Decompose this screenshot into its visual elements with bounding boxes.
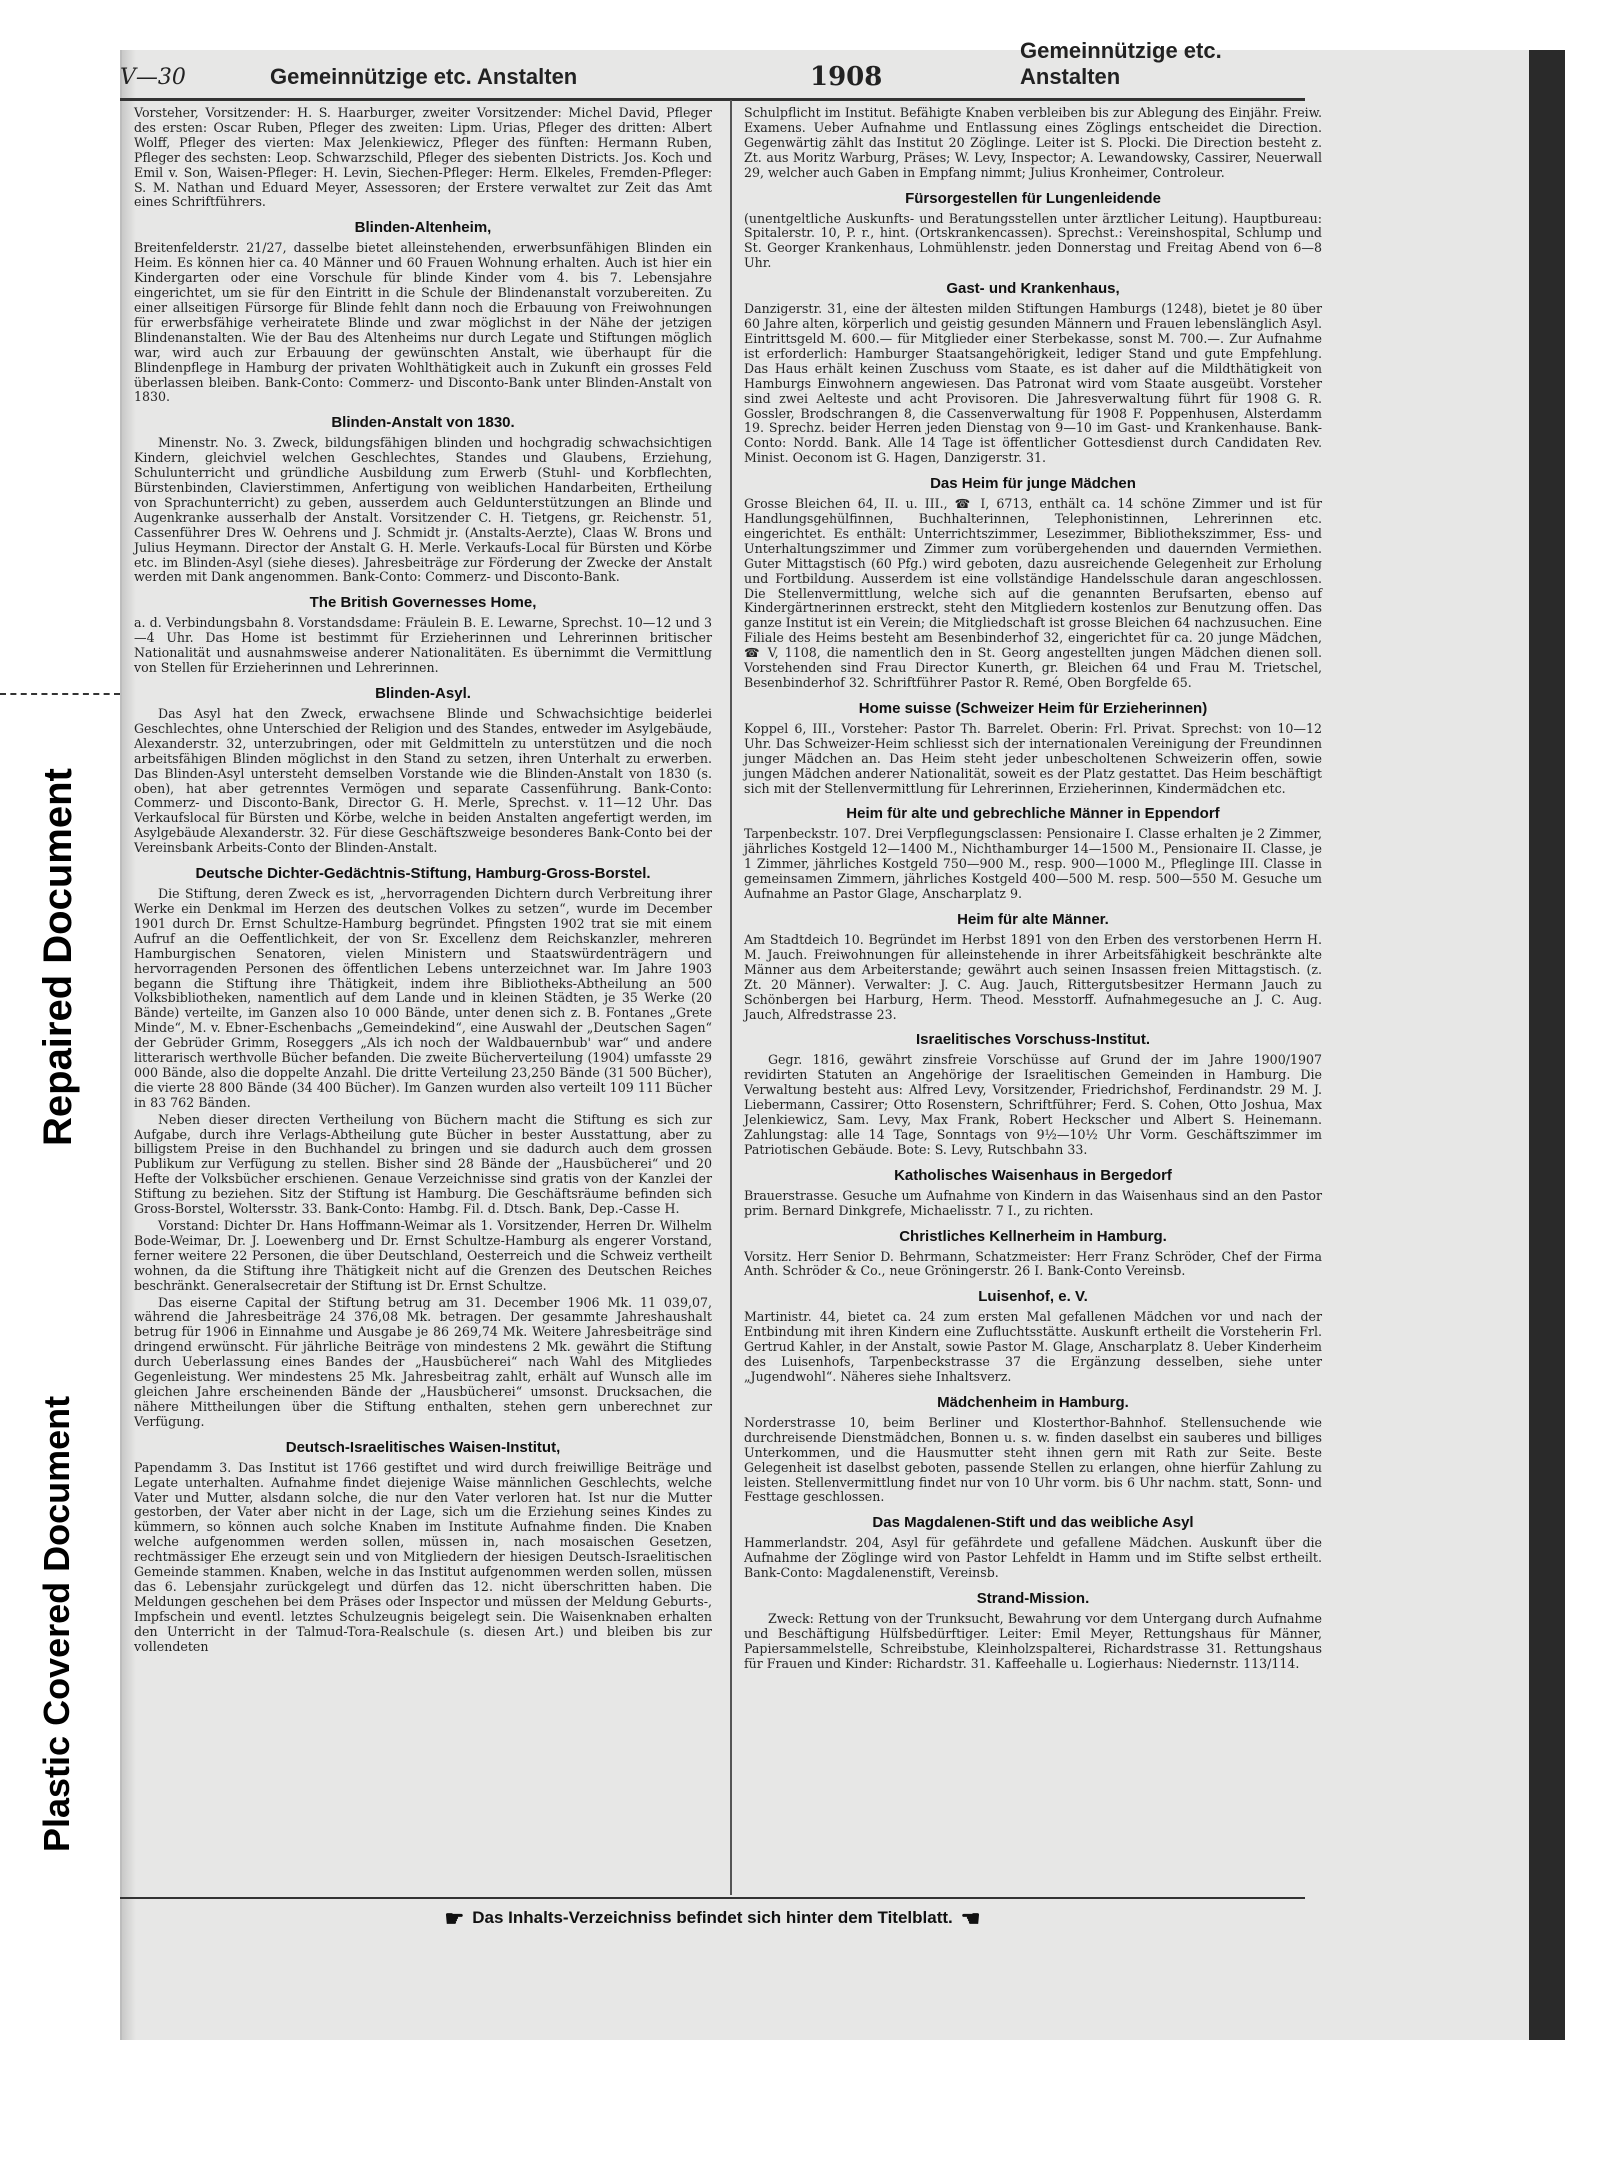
section-paragraph: (unentgeltliche Auskunfts- und Beratungsstellen unter ärztlicher Leitung). Hauptbureau: Spitalerstr. 10, P. r., hint. (Ortskrankencassen). Sprechst.: Vereinshospital, Schlump und St. Georger Krankenhaus, Lohmühlenstr. jeden Donnerstag und Freitag Abend von 6—8 Uhr. bbox=[744, 210, 1322, 271]
section-paragraph: Danzigerstr. 31, eine der ältesten milden Stiftungen Hamburgs (1248), bietet je 80 über 60 Jahre alten, körperlich und geistig gesunden Männern und Frauen lebenslänglich Asyl. Eintrittsgeld M. 600.— für Mitglieder einer Sterbekasse, sonst M. 700.—. Zur Aufnahme ist erforderlich: Hamburger Staatsangehörigkeit, lediger Stand und gute Empfehlung. Das Haus erhält keinen Zuschuss vom Staate, es ist daher auf die Mildthätigkeit von Hamburgs Einwohnern angewiesen. Das Patronat wird vom Staate ausgeübt. Vorsteher sind zwei Aelteste und acht Provisoren. Die Jahresverwaltung führt für 1908 G. R. Gossler, Brodschrangen 8, die Cassenverwaltung für 1908 F. Poppenhusen, Alsterdamm 19. Sprechz. beider Herren jeden Dienstag von 9—10 im Gast- und Krankenhause. Bank-Conto: Nordd. Bank. Alle 14 Tage ist öffentlicher Gottesdienst durch Candidaten Rev. Minist. Oeconom ist G. Hagen, Danzigerstr. 31. bbox=[744, 301, 1322, 466]
section-paragraph: Neben dieser directen Vertheilung von Büchern macht die Stiftung es sich zur Aufgabe, durch ihre Verlags-Abtheilung gute Bücher in bester Ausstattung, aber zu billigstem Preise in den Buchhandel zu bringen und sie dadurch auch dem grossen Publikum zur Verfügung zu stellen. Bisher sind 28 Bände der „Hausbücherei“ und 20 Hefte der Volksbücher erschienen. Genaue Verzeichnisse sind gratis von der Kanzlei der Stiftung zu beziehen. Sitz der Stiftung ist Hamburg. Die Geschäftsräume befinden sich Gross-Borstel, Woltersstr. 33. Bank-Conto: Hambg. Fil. d. Dtsch. Bank, Dep.-Casse H. bbox=[134, 1111, 712, 1217]
footer-note bbox=[120, 1906, 1305, 1932]
page-number: V—30 bbox=[120, 65, 186, 90]
bottom-rule bbox=[120, 1897, 1305, 1899]
section-heading: Blinden-Anstalt von 1830. bbox=[331, 414, 515, 432]
section-paragraph: Am Stadtdeich 10. Begründet im Herbst 1891 von den Erben des verstorbenen Herrn H. M. Jauch. Freiwohnungen für alleinstehende in ihrer Arbeitsfähigkeit beschränkte alte Männer aus dem Arbeiterstande; gewährt auch seinen Insassen freien Mittagstisch. (z. Zt. 20 Männer). Verwalter: J. C. Aug. Jauch, Rittergutsbesitzer Hermann Jauch zu Schönbergen bei Harburg, Herm. Theod. Messtorff. Aufnahmegesuche an J. C. Aug. Jauch, Alfredstrasse 23. bbox=[744, 931, 1322, 1022]
section-heading: Deutsche Dichter-Gedächtnis-Stiftung, Hamburg-Gross-Borstel. bbox=[195, 865, 651, 883]
running-header bbox=[120, 38, 1305, 94]
section-paragraph: Hammerlandstr. 204, Asyl für gefährdete und gefallene Mädchen. Auskunft über die Aufnahme der Zöglinge wird von Pastor Lehfeldt in Hamm und im Stifte selbst ertheilt. Bank-Conto: Magdalenenstift, Vereinsb. bbox=[744, 1535, 1322, 1581]
section-paragraph: Minenstr. No. 3. Zweck, bildungsfähigen blinden und hochgradig schwachsichtigen Kindern, gleichviel welchen Geschlechtes, Standes und Glaubens, Erziehung, Schulunterricht und gründliche Ausbildung zum Erwerb (Stuhl- und Korbflechten, Bürstenbinden, Clavierstimmen, Anfertigung von weiblichen Handarbeiten, Ertheilung von Sprachunterricht) zu geben, ausserdem auch Geldunterstützungen an Blinde und Augenkranke ausserhalb der Anstalt. Vorsitzender C. H. Tietgens, gr. Reichenstr. 51, Cassenführer Dres W. Oehrens und J. Schmidt jr. (Anstalts-Aerzte), Claas W. Brons und Julius Heymann. Director der Anstalt G. H. Merle. Verkaufs-Local für Bürsten und Körbe etc. im Blinden-Asyl (siehe dieses). Jahresbeiträge zur Förderung der Zwecke der Anstalt werden mit Dank angenommen. Bank-Conto: Commerz- und Disconto-Bank. bbox=[134, 435, 712, 585]
header-year: 1908 bbox=[810, 62, 883, 92]
section-paragraph: Vorstand: Dichter Dr. Hans Hoffmann-Weimar als 1. Vorsitzender, Herren Dr. Wilhelm Bode-Weimar, Dr. J. Loewenberg und Dr. Ernst Schultze-Hamburg als engerer Vorstand, ferner weitere 22 Personen, die über Deutschland, Oesterreich und die Schweiz vertheilt wohnen, da die Stiftung ihre Thätigkeit nicht auf die Grenzen des Deutschen Reiches beschränkt. Generalsecretair der Stiftung ist Dr. Ernst Schultze. bbox=[134, 1218, 712, 1293]
section-heading: Heim für alte Männer. bbox=[957, 910, 1109, 928]
header-right-title: Gemeinnützige etc. Anstalten bbox=[1020, 38, 1222, 89]
section-paragraph: Grosse Bleichen 64, II. u. III., ☎ I, 6713, enthält ca. 14 schöne Zimmer und ist für Handlungsgehülfinnen, Buchhalterinnen, Telephonistinnen, Lehrerinnen etc. eingerichtet. Es enthält: Unterrichtszimmer, Lesezimmer, Bibliothekszimmer, Ess- und Unterhaltungszimmer und Zimmer zum vorübergehenden und dauernden Vermiethen. Guter Mittagstisch (60 Pfg.) wird geboten, dazu ausreichende Gelegenheit zur Erholung und Fortbildung. Ausserdem ist eine vollständige Handelsschule daran angeschlossen. Die Stellenvermittlung, welche sich auf die genannten Berufsarten, ebenso auf Kindergärtnerinnen erstreckt, steht den Mitgliedern kostenlos zur Benutzung offen. Das ganze Institut ist ein Verein; die Mitgliedschaft ist grosse Bleichen 64 nachzusuchen. Eine Filiale des Heims besteht am Besenbinderhof 32, eingerichtet für ca. 20 junge Mädchen, ☎ V, 1108, die namentlich den in St. Georg angestellten jungen Mädchen dienen soll. Vorstehenden sind Frau Director Kunerth, gr. Bleichen 64 und Frau M. Trietschel, Besenbinderhof 32. Schriftführer Pastor R. Remé, Oben Borgfelde 65. bbox=[744, 496, 1322, 690]
section-paragraph: Norderstrasse 10, beim Berliner und Klosterthor-Bahnhof. Stellensuchende wie durchreisende Dienstmädchen, Bonnen u. s. w. finden daselbst ein sauberes und billiges Unterkommen, und die Hausmutter steht ihnen gern mit Rath zur Seite. Beste Gelegenheit ist daselbst geboten, passende Stellen zu erlangen, ohne hierfür Zahlung zu leisten. Stellenvermittlung findet nur von 10 Uhr vorm. bis 6 Uhr nachm. statt, Sonn- und Festtage geschlossen. bbox=[744, 1414, 1322, 1505]
section-paragraph: Vorsitz. Herr Senior D. Behrmann, Schatzmeister: Herr Franz Schröder, Chef der Firma Anth. Schröder & Co., neue Gröningerstr. 26 I. Bank-Conto Vereinsb. bbox=[744, 1248, 1322, 1279]
pointing-hand-right-icon: ☛ bbox=[444, 1906, 465, 1931]
margin-dash-line bbox=[0, 693, 120, 695]
page-dark-edge bbox=[1529, 50, 1565, 2040]
section-heading: Christliches Kellnerheim in Hamburg. bbox=[899, 1227, 1167, 1245]
plastic-covered-label: Plastic Covered Document bbox=[36, 1395, 77, 1852]
section-heading: Luisenhof, e. V. bbox=[978, 1288, 1088, 1306]
section-heading: Mädchenheim in Hamburg. bbox=[937, 1393, 1129, 1411]
section-paragraph: Schulpflicht im Institut. Befähigte Knaben verbleiben bis zur Ablegung des Einjähr. Freiw. Examens. Ueber Aufnahme und Entlassung eines Zöglings entscheidet die Direction. Gegenwärtig zählt das Institut 20 Zöglinge. Leiter ist S. Plocki. Die Direction besteht z. Zt. aus Moritz Warburg, Präses; W. Levy, Inspector; A. Lewandowsky, Cassirer, Neuerwall 29, welcher auch Gaben in Empfang nimmt; Julius Kronheimer, Controleur. bbox=[744, 105, 1322, 180]
section-heading: Deutsch-Israelitisches Waisen-Institut, bbox=[285, 1438, 561, 1456]
section-heading: Katholisches Waisenhaus in Bergedorf bbox=[894, 1166, 1172, 1184]
section-heading: Strand-Mission. bbox=[976, 1590, 1090, 1608]
section-heading: Das Heim für junge Mädchen bbox=[930, 475, 1136, 493]
left-column bbox=[134, 106, 712, 1656]
section-paragraph: Koppel 6, III., Vorsteher: Pastor Th. Barrelet. Oberin: Frl. Privat. Sprechst: von 10—12 Uhr. Das Schweizer-Heim schliesst sich der internationalen Vereinigung der Freundinnen junger Mädchen an. Das Heim steht jeder unbescholtenen Schweizerin offen, sowie jungen Mädchen anderer Nationalität, soweit es der Platz gestattet. Das Heim beschäftigt sich mit der Stellenvermittlung für Lehrerinnen, Erzieherinnen, Kindermädchen etc. bbox=[744, 720, 1322, 796]
section-paragraph: Vorsteher, Vorsitzender: H. S. Haarburger, zweiter Vorsitzender: Michel David, Pfleger des ersten: Oscar Ruben, Pfleger des zweiten: Lipm. Urias, Pfleger des dritten: Albert Wolff, Pfleger des vierten: Max Jelenkiewicz, Pfleger des fünften: Hermann Ruben, Pfleger des sechsten: Leop. Schwarzschild, Pfleger des siebenten Districts. Jos. Koch und Emil v. Son, Waisen-Pfleger: H. Levin, Siechen-Pfleger: Herm. Elkeles, Fremden-Pfleger: S. M. Nathan und Eduard Meyer, Assessoren; der Erstere verwaltet zur Zeit das Amt eines Schriftführers. bbox=[134, 105, 712, 210]
header-left-title: Gemeinnützige etc. Anstalten bbox=[270, 64, 578, 89]
section-heading: Das Magdalenen-Stift und das weibliche Asyl bbox=[872, 1514, 1194, 1532]
section-paragraph: Tarpenbeckstr. 107. Drei Verpflegungsclassen: Pensionaire I. Classe erhalten je 2 Zimmer, jährliches Kostgeld 12—1400 M., Nichthamburger 14—1500 M., Pensionaire II. Classe, je 1 Zimmer, jährliches Kostgeld 750—900 M., resp. 900—1000 M., Pfleglinge III. Classe in gemeinsamen Zimmern, jährliches Kostgeld 400—500 M. resp. 500—550 M. Gesuche um Aufnahme an Pastor Glage, Anscharplatz 9. bbox=[744, 826, 1322, 902]
repaired-document-label: Repaired Document bbox=[36, 768, 80, 1146]
section-paragraph: Brauerstrasse. Gesuche um Aufnahme von Kindern in das Waisenhaus sind an den Pastor prim. Bernard Dinkgrefe, Michaelisstr. 7 I., zu richten. bbox=[744, 1187, 1322, 1218]
section-heading: Fürsorgestellen für Lungenleidende bbox=[905, 189, 1161, 207]
section-paragraph: Das Asyl hat den Zweck, erwachsene Blinde und Schwachsichtige beiderlei Geschlechtes, ohne Unterschied der Religion und des Standes, entweder im Asylgebäude, Alexanderstr. 32, unterzubringen, oder mit Geldmitteln zu unterstützen und die noch arbeitsfähigen Blinden möglichst in den Stand zu setzen, ihren Unterhalt zu erwerben. Das Blinden-Asyl untersteht demselben Vorstande wie die Blinden-Anstalt von 1830 (s. oben), hat aber getrenntes Vermögen und separate Cassenführung. Bank-Conto: Commerz- und Disconto-Bank, Director G. H. Merle, Sprechst. v. 11—12 Uhr. Das Verkaufslocal für Bürsten und Körbe, welche in beiden Anstalten angefertigt werden, im Asylgebäude Alexanderstr. 32. Für diese Geschäftszweige besonderes Bank-Conto bei der Vereinsbank Arbeits-Conto der Blinden-Anstalt. bbox=[134, 706, 712, 856]
right-column bbox=[744, 106, 1322, 1674]
header-rule bbox=[120, 98, 1305, 101]
section-paragraph: Das eiserne Capital der Stiftung betrug am 31. December 1906 Mk. 11 039,07, während die Jahresbeiträge 24 376,08 Mk. betragen. Der gesammte Jahreshaushalt betrug für 1906 in Einnahme und Ausgabe je 86 269,74 Mk. Weitere Jahresbeiträge sind dringend erwünscht. Für jährliche Beiträge von mindestens 2 Mk. gewährt die Stiftung durch Ueberlassung eines Bandes der „Hausbücherei“ nach Wahl des Mitgliedes Gegenleistung. Wer mindestens 25 Mk. Jahresbeitrag zahlt, erhält auf Wunsch alle im gleichen Jahre erscheinenden Bände der „Hausbücherei“ umsonst. Drucksachen, die nähere Mittheilungen über die Stiftung enthalten, stehen gern unberechnet zur Verfügung. bbox=[134, 1294, 712, 1429]
section-heading: Heim für alte und gebrechliche Männer in Eppendorf bbox=[846, 805, 1220, 823]
section-paragraph: Gegr. 1816, gewährt zinsfreie Vorschüsse auf Grund der im Jahre 1900/1907 revidirten Statuten an Angehörige der Israelitischen Gemeinden in Hamburg. Die Verwaltung besteht aus: Alfred Levy, Vorsitzender, Friedrichshof, Ferdinandstr. 29 M. J. Liebermann, Cassirer; Otto Rosenstern, Schriftführer; Ferd. S. Cohen, Otto Joshua, Max Jelenkiewicz, Sam. Levy, Max Frank, Robert Heckscher und Albert S. Heinemann. Zahlungstag: alle 14 Tage, Sonntags von 9½—10½ Uhr Vorm. Geschäftszimmer im Patriotischen Gebäude. Bote: S. Levy, Rutschbahn 33. bbox=[744, 1052, 1322, 1157]
pointing-hand-left-icon: ☚ bbox=[960, 1906, 981, 1931]
section-heading: Home suisse (Schweizer Heim für Erzieherinnen) bbox=[858, 699, 1208, 717]
section-paragraph: Martinistr. 44, bietet ca. 24 zum ersten Mal gefallenen Mädchen vor und nach der Entbindung mit ihren Kindern eine Zufluchtsstätte. Auskunft ertheilt die Vorsteherin Frl. Gertrud Kahler, in der Anstalt, sowie Pastor M. Glage, Anscharplatz 8. Ueber Kinderheim des Luisenhofs, Tarpenbeckstrasse 37 die Ergänzung desselben, siehe unter „Jugendwohl“. Näheres siehe Inhaltsverz. bbox=[744, 1309, 1322, 1384]
section-heading: Blinden-Altenheim, bbox=[354, 219, 492, 237]
section-paragraph: a. d. Verbindungsbahn 8. Vorstandsdame: Fräulein B. E. Lewarne, Sprechst. 10—12 und 3—4 Uhr. Das Home ist bestimmt für Erzieherinnen und Lehrerinnen britischer Nationalität und ausnahmsweise anderer Nationalitäten. Es übernimmt die Vermittlung von Stellen für Erzieherinnen und Lehrerinnen. bbox=[134, 615, 712, 676]
section-paragraph: Breitenfelderstr. 21/27, dasselbe bietet alleinstehenden, erwerbsunfähigen Blinden ein Heim. Es können hier ca. 40 Männer und 60 Frauen Wohnung erhalten. Auch ist hier ein Kindergarten oder eine Vorschule für blinde Kinder vom 4. bis 7. Lebensjahre eingerichtet, um sie für den Eintritt in die Schule der Blindenanstalt vorzubereiten. Zu einer allseitigen Fürsorge für Blinde fehlt dann noch die Erbauung von Freiwohnungen für erwerbsfähige verheiratete Blinde und zwar möglichst in der Nähe der jetzigen Blindenanstalten. Wie der Bau des Altenheims nur durch Legate und Stiftungen möglich war, wird auch zur Erbauung der gewünschten Anstalt, wie überhaupt für die Blindenpflege in Hamburg der privaten Wohlthätigkeit auch in Zukunft ein grosses Feld überlassen bleiben. Bank-Conto: Commerz- und Disconto-Bank unter Blinden-Anstalt von 1830. bbox=[134, 240, 712, 405]
footer-text: Das Inhalts-Verzeichniss befindet sich hinter dem Titelblatt. bbox=[472, 1908, 953, 1927]
section-paragraph: Papendamm 3. Das Institut ist 1766 gestiftet und wird durch freiwillige Beiträge und Legate unterhalten. Aufnahme findet diejenige Waise männlichen Geschlechts, welche Vater und Mutter, alsdann solche, die nur den Vater verloren hat. Ist nur die Mutter gestorben, der Vater aber nicht in der Lage, sich um die Erziehung seines Kindes zu kümmern, so können auch solche Knaben im Institute Aufnahme finden. Die Knaben welche aufgenommen werden sollen, müssen in, nach mosaischen Gesetzen, rechtmässiger Ehe erzeugt sein und von Mitgliedern der hiesigen Deutsch-Israelitischen Gemeinde stammen. Knaben, welche in das Institut aufgenommen werden sollen, müssen das 6. Lebensjahr zurückgelegt und dürfen das 12. nicht überschritten haben. Die Meldungen geschehen bei dem Präses oder Inspector und müssen der Meldung Geburts-, Impfschein und eventl. letztes Schulzeugnis beigelegt sein. Die Waisenknaben erhalten den Unterricht in der Talmud-Tora-Realschule (s. diesen Art.) und bleiben bis zur vollendeten bbox=[134, 1459, 712, 1654]
column-divider bbox=[730, 100, 732, 1895]
section-heading: Israelitisches Vorschuss-Institut. bbox=[916, 1031, 1150, 1049]
section-paragraph: Die Stiftung, deren Zweck es ist, „hervorragenden Dichtern durch Verbreitung ihrer Werke ein Denkmal im Herzen des deutschen Volkes zu setzen“, wurde im December 1901 durch Dr. Ernst Schultze-Hamburg begründet. Pfingsten 1902 trat sie mit einem Aufruf an die Oeffentlichkeit, der von Sr. Excellenz dem Reichskanzler, mehreren Hamburgischen Senatoren, vielen Ministern und Staatswürdenträgern und hervorragenden Personen des öffentlichen Lebens unterzeichnet war. Im Jahre 1903 begann die Stiftung ihre Thätigkeit, indem ihre Bibliotheks-Abtheilung an 500 Volksbibliotheken, namentlich auf dem Lande und in kleinen Städten, je 35 Werke (20 Bände) verteilte, im Ganzen also 10 000 Bände, unter denen sich z. B. Fontanes „Grete Minde“, M. v. Ebner-Eschenbachs „Gemeindekind“, eine Auswahl der „Deutschen Sagen“ der Gebrüder Grimm, Roseggers „Als ich noch der Waldbauernbub' war“ und andere litterarisch werthvolle Bücher befanden. Die zweite Bücherverteilung (1904) umfasste 29 000 Bände, also die doppelte Anzahl. Die dritte Verteilung 23,250 Bände (31 500 Bücher), die vierte 28 800 Bände (34 400 Bücher). Im Ganzen wurden also verteilt 109 111 Bücher in 83 762 Bänden. bbox=[134, 886, 712, 1110]
section-heading: Gast- und Krankenhaus, bbox=[946, 280, 1120, 298]
section-heading: Blinden-Asyl. bbox=[375, 685, 471, 702]
section-paragraph: Zweck: Rettung von der Trunksucht, Bewahrung vor dem Untergang durch Aufnahme und Beschäftigung Hülfsbedürftiger. Leiter: Emil Meyer, Rettungshaus für Männer, Papiersammelstelle, Schreibstube, Kleinholzspalterei, Richardstrasse 31. Rettungshaus für Frauen und Kinder: Richardstr. 31. Kaffeehalle u. Logierhaus: Niedernstr. 113/114. bbox=[744, 1611, 1322, 1671]
section-heading: The British Governesses Home, bbox=[309, 594, 537, 612]
